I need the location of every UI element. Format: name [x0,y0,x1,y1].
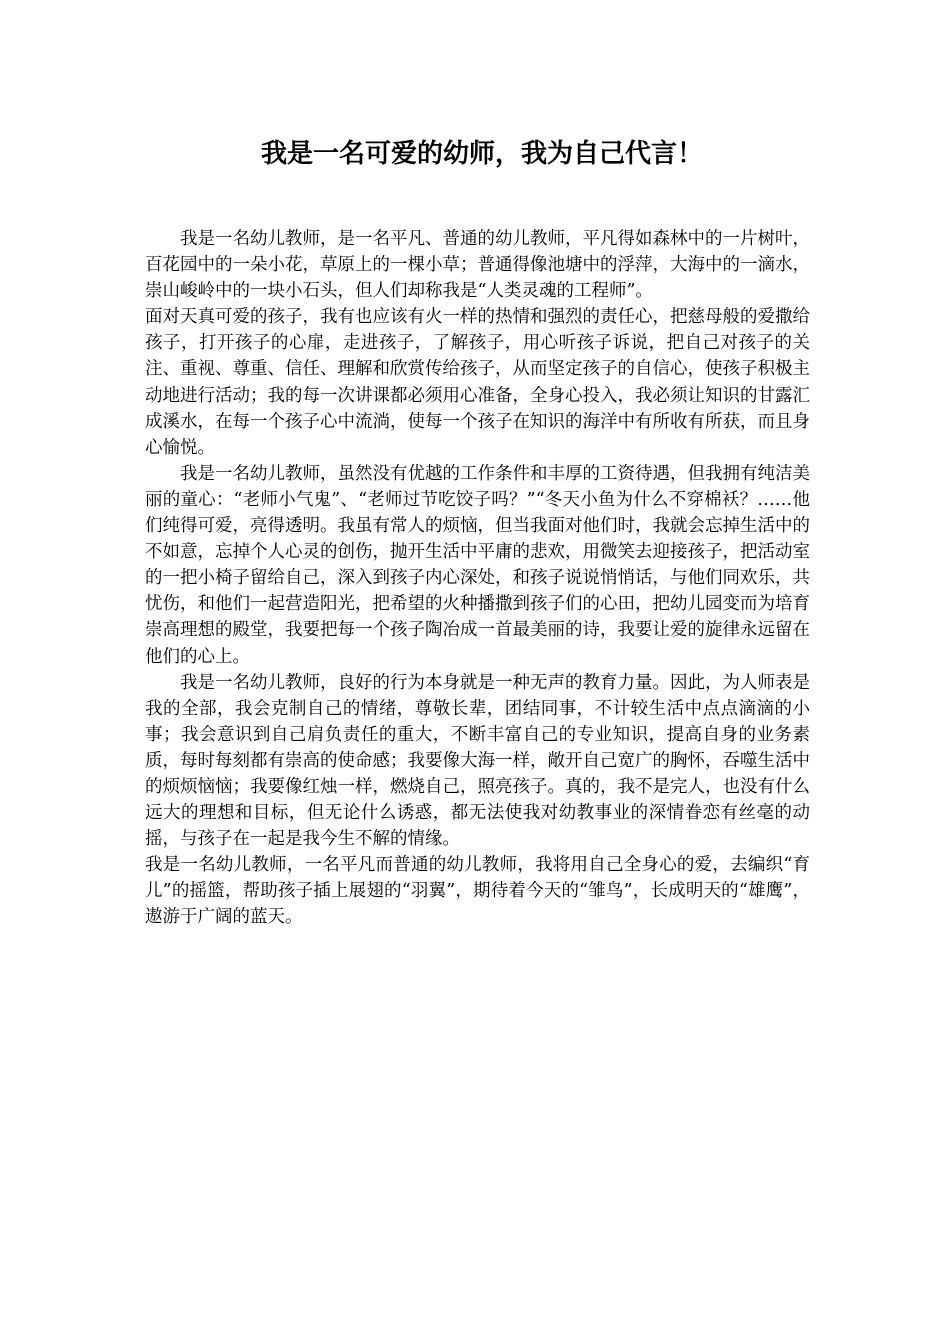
paragraph-3: 我是一名幼儿教师，虽然没有优越的工作条件和丰厚的工资待遇，但我拥有纯洁美丽的童心：“老师小气鬼”、“老师过节吃饺子吗？”“冬天小鱼为什么不穿棉袄？……他们纯得可爱，亮得透明。我虽有常人的烦恼，但当我面对他们时，我就会忘掉生活中的不如意，忘掉个人心灵的创伤，抛开生活中平庸的悲欢，用微笑去迎接孩子，把活动室的一把小椅子留给自己，深入到孩子内心深处，和孩子说说悄悄话，与他们同欢乐，共忧伤，和他们一起营造阳光，把希望的火种播撒到孩子们的心田，把幼儿园变而为培育崇高理想的殿堂，我要把每一个孩子陶冶成一首最美丽的诗，我要让爱的旋律永远留在他们的心上。 [145,463,810,667]
paragraph-5: 我是一名幼儿教师，一名平凡而普通的幼儿教师，我将用自己全身心的爱，去编织“育儿”的摇篮，帮助孩子插上展翅的“羽翼”，期待着今天的“雏鸟”，长成明天的“雄鹰”，遨游于广阔的蓝天。 [145,855,810,928]
paragraph-1: 我是一名幼儿教师，是一名平凡、普通的幼儿教师，平凡得如森林中的一片树叶，百花园中的一朵小花，草原上的一棵小草；普通得像池塘中的浮萍，大海中的一滴水，崇山峻岭中的一块小石头，但人们却称我是“人类灵魂的工程师”。 [145,229,810,302]
document-title: 我是一名可爱的幼师，我为自己代言！ [260,139,703,169]
paragraph-4: 我是一名幼儿教师，良好的行为本身就是一种无声的教育力量。因此，为人师表是我的全部，我会克制自己的情绪，尊敬长辈，团结同事，不计较生活中点点滴滴的小事；我会意识到自己肩负责任的重大，不断丰富自己的专业知识，提高自身的业务素质，每时每刻都有崇高的使命感；我要像大海一样，敞开自己宽广的胸怀，吞噬生活中的烦烦恼恼；我要像红烛一样，燃烧自己，照亮孩子。真的，我不是完人，也没有什么远大的理想和目标，但无论什么诱惑，都无法使我对幼教事业的深情眷恋有丝毫的动摇，与孩子在一起是我今生不解的情缘。 [145,672,810,850]
paragraph-2: 面对天真可爱的孩子，我有也应该有火一样的热情和强烈的责任心，把慈母般的爱撒给孩子，打开孩子的心扉，走进孩子，了解孩子，用心听孩子诉说，把自己对孩子的关注、重视、尊重、信任、理解和欣赏传给孩子，从而坚定孩子的自信心，使孩子积极主动地进行活动；我的每一次讲课都必须用心准备，全身心投入，我必须让知识的甘露汇成溪水，在每一个孩子心中流淌，使每一个孩子在知识的海洋中有所收有所获，而且身心愉悦。 [145,307,810,458]
document-body [145,226,810,931]
